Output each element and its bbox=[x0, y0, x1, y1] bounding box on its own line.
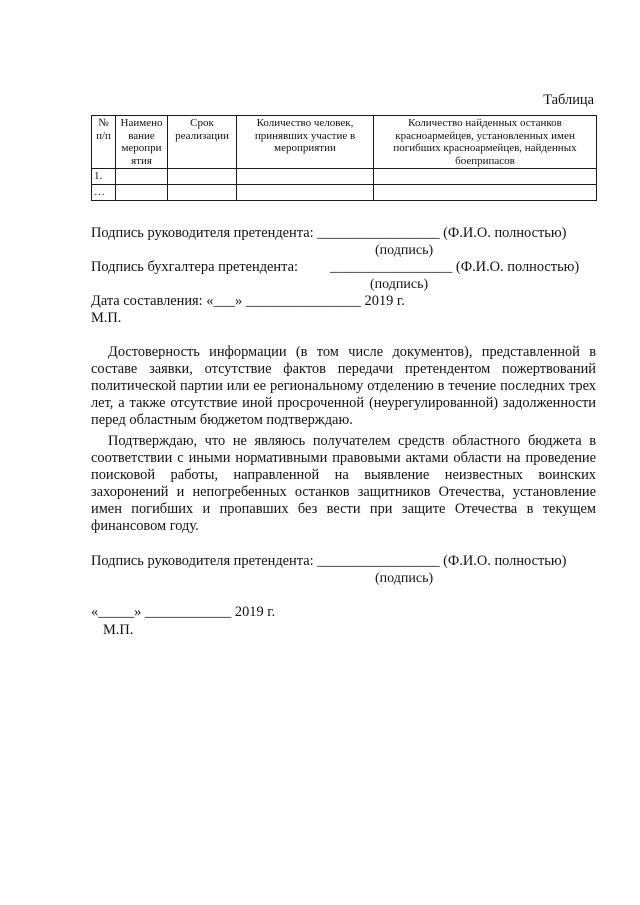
seal-mark-2: М.П. bbox=[103, 622, 134, 638]
table-cell: … bbox=[92, 185, 116, 201]
table-row bbox=[92, 185, 597, 201]
accountant-signature-label: Подпись бухгалтера претендента: bbox=[91, 259, 298, 275]
manager-signature-caption-2: (подпись) bbox=[375, 571, 434, 586]
accountant-signature-tail: _________________ (Ф.И.О. полностью) bbox=[330, 259, 580, 275]
manager-signature-line-2: Подпись руководителя претендента: _________________ (Ф.И.О. полностью) bbox=[91, 553, 567, 569]
seal-mark: М.П. bbox=[91, 310, 122, 326]
table-cell bbox=[237, 169, 374, 185]
table-cell bbox=[374, 185, 597, 201]
bottom-date-line: «_____» ____________ 2019 г. bbox=[91, 604, 276, 620]
table-cell bbox=[168, 169, 237, 185]
table-cell bbox=[168, 185, 237, 201]
column-header-findings: Количество найденных останков красноармейцев, установленных имен погибших красноармейцев, найденных боеприпасов bbox=[374, 116, 597, 169]
accountant-signature-caption: (подпись) bbox=[370, 277, 429, 292]
confirmation-paragraph: Подтверждаю, что не являюсь получателем средств областного бюджета в соответствии с иными нормативными правовыми актами области на проведение поисковой работы, направленной на выявление неизвестных воинских захоронений и непогребенных останков защитников Отечества, установление имен погибших и пропавших без вести при защите Отечества в текущем финансовом году. bbox=[91, 433, 596, 534]
compilation-date-line: Дата составления: «___» ________________ 2019 г. bbox=[91, 293, 405, 309]
table-title: Таблица bbox=[543, 92, 594, 108]
table-cell: 1. bbox=[92, 169, 116, 185]
column-header-event-name: Наимено вание меропри ятия bbox=[116, 116, 168, 169]
manager-signature-line: Подпись руководителя претендента: _________________ (Ф.И.О. полностью) bbox=[91, 225, 567, 241]
reliability-paragraph: Достоверность информации (в том числе документов), представленной в составе заявки, отсутствие фактов передачи претендентом пожертвований политической партии или ее региональному отделению в течение последних трех лет, а также отсутствие иной просроченной (неурегулированной) задолженности перед областным бюджетом подтверждаю. bbox=[91, 344, 596, 428]
column-header-participants: Количество человек, принявших участие в мероприятии bbox=[237, 116, 374, 169]
table-cell bbox=[374, 169, 597, 185]
column-header-number: № п/п bbox=[92, 116, 116, 169]
column-header-period: Срок реализации bbox=[168, 116, 237, 169]
table-cell bbox=[116, 185, 168, 201]
manager-signature-caption: (подпись) bbox=[375, 243, 434, 258]
table-cell bbox=[237, 185, 374, 201]
table-header-row bbox=[92, 116, 597, 169]
table-row bbox=[92, 169, 597, 185]
table-cell bbox=[116, 169, 168, 185]
report-table bbox=[91, 115, 597, 201]
